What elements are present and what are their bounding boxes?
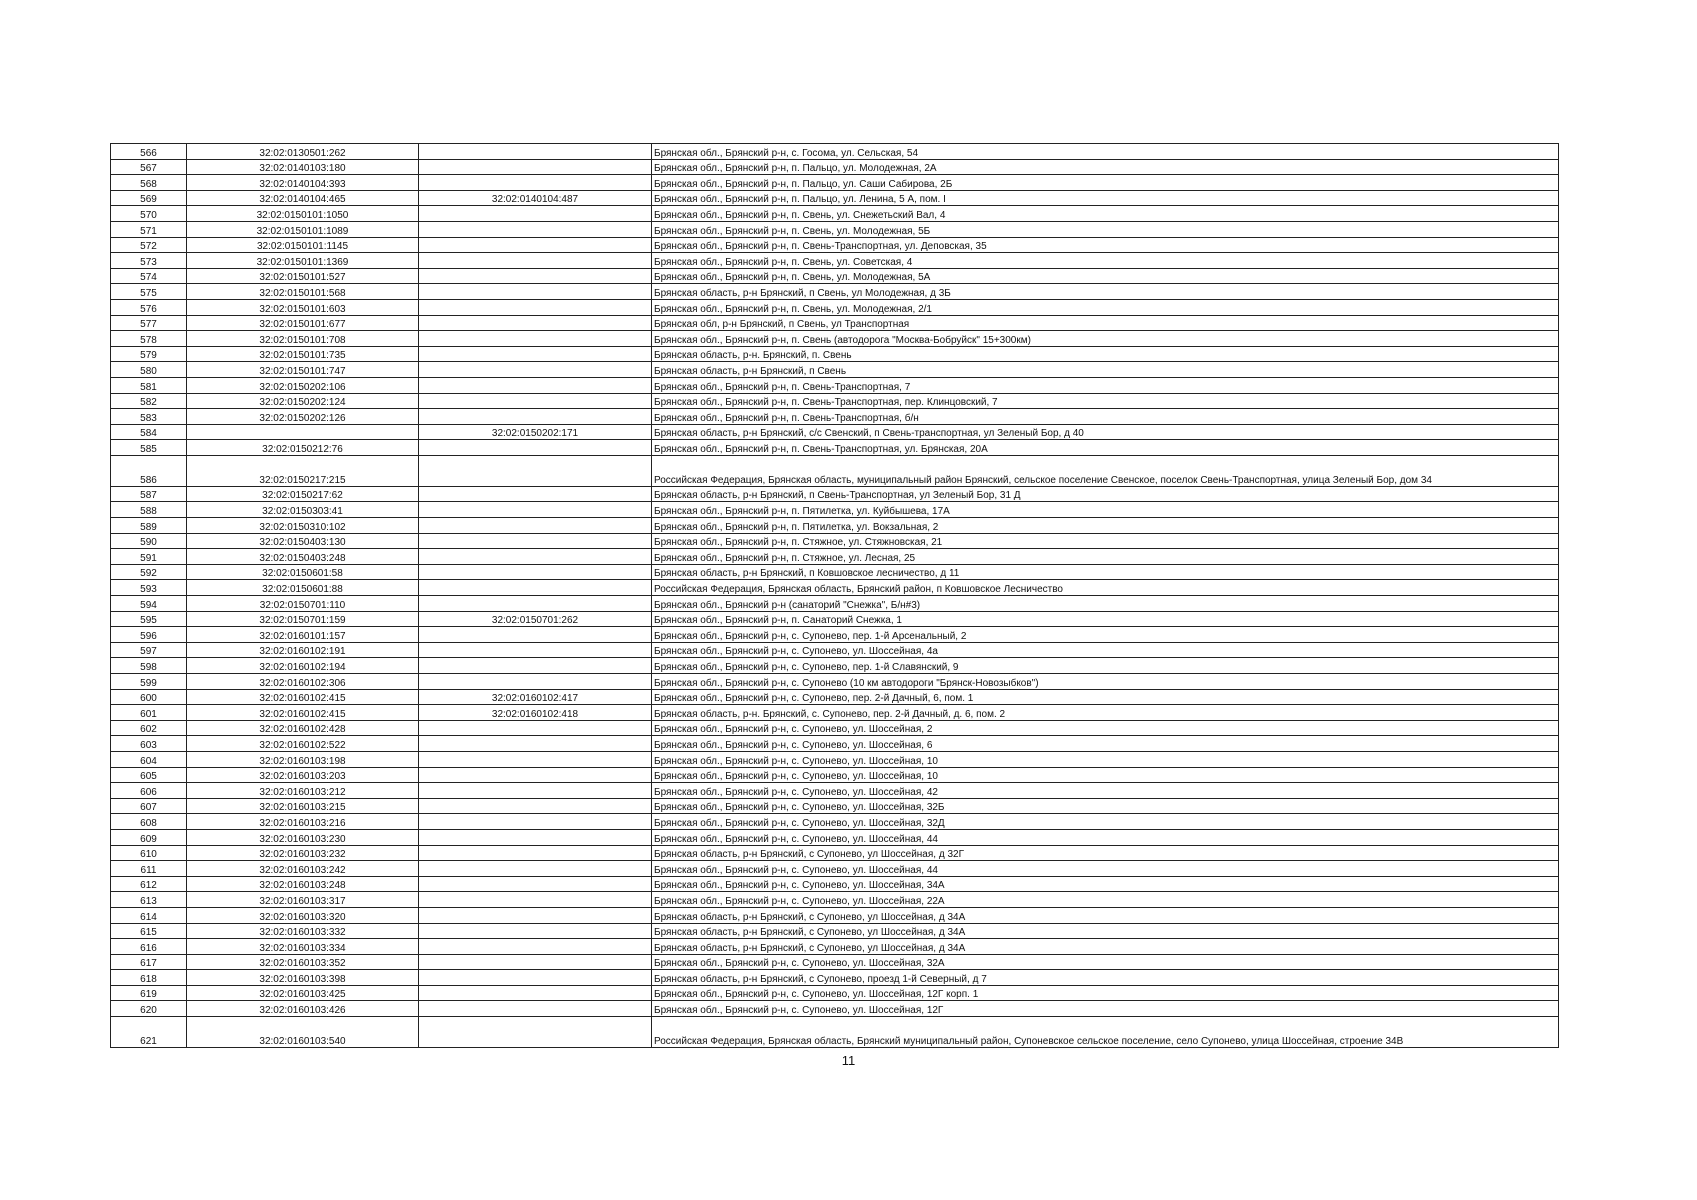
address-cell: Брянская обл., Брянский р-н, п. Свень, ул. Молодежная, 2/1: [652, 299, 1559, 315]
row-number-cell: 586: [111, 455, 187, 486]
address-cell: Брянская обл., Брянский р-н, п. Пальцо, ул. Молодежная, 2А: [652, 159, 1559, 175]
cadastral-number-cell: 32:02:0160102:306: [187, 674, 419, 690]
row-number-cell: 567: [111, 159, 187, 175]
related-cadastral-number-cell: [419, 253, 652, 269]
related-cadastral-number-cell: 32:02:0150701:262: [419, 611, 652, 627]
cadastral-number-cell: 32:02:0160103:242: [187, 861, 419, 877]
table-row: [111, 299, 1559, 315]
address-cell: Российская Федерация, Брянская область, муниципальный район Брянский, сельское поселение Свенское, поселок Свень-Транспортная, улица Зеленый Бор, дом 34: [652, 455, 1559, 486]
address-cell: Брянская обл., Брянский р-н, п. Свень (автодорога "Москва-Бобруйск" 15+300км): [652, 331, 1559, 347]
table-row: [111, 689, 1559, 705]
address-cell: Брянская обл., Брянский р-н, п. Санаторий Снежка, 1: [652, 611, 1559, 627]
cadastral-number-cell: 32:02:0150202:124: [187, 393, 419, 409]
address-cell: Брянская обл., Брянский р-н, с. Супонево, пер. 1-й Славянский, 9: [652, 658, 1559, 674]
table-row: [111, 1017, 1559, 1048]
related-cadastral-number-cell: [419, 409, 652, 425]
address-cell: Брянская обл., Брянский р-н, с. Госома, ул. Сельская, 54: [652, 144, 1559, 160]
row-number-cell: 605: [111, 767, 187, 783]
related-cadastral-number-cell: [419, 393, 652, 409]
table-row: [111, 642, 1559, 658]
property-registry-table: [110, 143, 1559, 1048]
related-cadastral-number-cell: [419, 455, 652, 486]
address-cell: Брянская обл., Брянский р-н, с. Супонево, ул. Шоссейная, 44: [652, 861, 1559, 877]
address-cell: Брянская область, р-н Брянский, п Свень: [652, 362, 1559, 378]
cadastral-number-cell: 32:02:0160103:198: [187, 751, 419, 767]
table-row: [111, 409, 1559, 425]
row-number-cell: 571: [111, 221, 187, 237]
related-cadastral-number-cell: [419, 798, 652, 814]
address-cell: Брянская обл., Брянский р-н, с. Супонево, ул. Шоссейная, 6: [652, 736, 1559, 752]
table-row: [111, 377, 1559, 393]
related-cadastral-number-cell: [419, 346, 652, 362]
row-number-cell: 599: [111, 674, 187, 690]
row-number-cell: 603: [111, 736, 187, 752]
related-cadastral-number-cell: [419, 315, 652, 331]
related-cadastral-number-cell: [419, 674, 652, 690]
address-cell: Брянская обл., Брянский р-н, с. Супонево, ул. Шоссейная, 10: [652, 751, 1559, 767]
address-cell: Брянская обл., Брянский р-н, п. Пальцо, ул. Саши Сабирова, 2Б: [652, 175, 1559, 191]
cadastral-number-cell: 32:02:0160103:540: [187, 1017, 419, 1048]
row-number-cell: 612: [111, 876, 187, 892]
table-row: [111, 751, 1559, 767]
cadastral-number-cell: 32:02:0160103:352: [187, 954, 419, 970]
cadastral-number-cell: 32:02:0150202:126: [187, 409, 419, 425]
address-cell: Брянская обл., Брянский р-н, п. Свень, ул. Молодежная, 5А: [652, 268, 1559, 284]
table-row: [111, 144, 1559, 160]
address-cell: Брянская обл., Брянский р-н, п. Стяжное, ул. Лесная, 25: [652, 549, 1559, 565]
cadastral-number-cell: 32:02:0150212:76: [187, 440, 419, 456]
table-row: [111, 502, 1559, 518]
cadastral-number-cell: 32:02:0160101:157: [187, 627, 419, 643]
row-number-cell: 573: [111, 253, 187, 269]
address-cell: Брянская обл., Брянский р-н, п. Стяжное, ул. Стяжновская, 21: [652, 533, 1559, 549]
address-cell: Брянская обл., Брянский р-н, с. Супонево, ул. Шоссейная, 44: [652, 829, 1559, 845]
address-cell: Брянская обл., Брянский р-н, с. Супонево, ул. Шоссейная, 22А: [652, 892, 1559, 908]
cadastral-number-cell: 32:02:0150701:110: [187, 596, 419, 612]
row-number-cell: 581: [111, 377, 187, 393]
table-row: [111, 346, 1559, 362]
address-cell: Брянская обл., Брянский р-н, с. Супонево, ул. Шоссейная, 32Д: [652, 814, 1559, 830]
table-row: [111, 861, 1559, 877]
cadastral-number-cell: 32:02:0160103:317: [187, 892, 419, 908]
table-row: [111, 767, 1559, 783]
table-row: [111, 549, 1559, 565]
related-cadastral-number-cell: [419, 939, 652, 955]
cadastral-number-cell: 32:02:0160103:426: [187, 1001, 419, 1017]
related-cadastral-number-cell: [419, 892, 652, 908]
address-cell: Брянская обл., Брянский р-н, п. Свень-Транспортная, пер. Клинцовский, 7: [652, 393, 1559, 409]
related-cadastral-number-cell: [419, 502, 652, 518]
related-cadastral-number-cell: [419, 1017, 652, 1048]
row-number-cell: 597: [111, 642, 187, 658]
related-cadastral-number-cell: 32:02:0160102:417: [419, 689, 652, 705]
address-cell: Брянская обл., Брянский р-н, п. Пятилетка, ул. Вокзальная, 2: [652, 518, 1559, 534]
table-row: [111, 736, 1559, 752]
cadastral-number-cell: 32:02:0150101:708: [187, 331, 419, 347]
table-row: [111, 814, 1559, 830]
address-cell: Брянская обл., Брянский р-н, п. Свень, ул. Молодежная, 5Б: [652, 221, 1559, 237]
row-number-cell: 610: [111, 845, 187, 861]
row-number-cell: 584: [111, 424, 187, 440]
cadastral-number-cell: 32:02:0150601:88: [187, 580, 419, 596]
cadastral-number-cell: 32:02:0160103:334: [187, 939, 419, 955]
row-number-cell: 587: [111, 486, 187, 502]
row-number-cell: 585: [111, 440, 187, 456]
table-row: [111, 175, 1559, 191]
related-cadastral-number-cell: [419, 175, 652, 191]
related-cadastral-number-cell: [419, 658, 652, 674]
address-cell: Российская Федерация, Брянская область, Брянский район, п Ковшовское Лесничество: [652, 580, 1559, 596]
table-row: [111, 829, 1559, 845]
cadastral-number-cell: 32:02:0150101:677: [187, 315, 419, 331]
address-cell: Брянская обл., Брянский р-н (санаторий "Снежка", Б/н#3): [652, 596, 1559, 612]
row-number-cell: 601: [111, 705, 187, 721]
row-number-cell: 618: [111, 970, 187, 986]
table-row: [111, 237, 1559, 253]
cadastral-number-cell: 32:02:0160103:216: [187, 814, 419, 830]
related-cadastral-number-cell: [419, 751, 652, 767]
row-number-cell: 576: [111, 299, 187, 315]
related-cadastral-number-cell: [419, 907, 652, 923]
related-cadastral-number-cell: [419, 144, 652, 160]
address-cell: Брянская область, р-н Брянский, п Ковшовское лесничество, д 11: [652, 564, 1559, 580]
cadastral-number-cell: 32:02:0150217:62: [187, 486, 419, 502]
table-row: [111, 985, 1559, 1001]
cadastral-number-cell: 32:02:0150101:735: [187, 346, 419, 362]
row-number-cell: 608: [111, 814, 187, 830]
address-cell: Брянская обл., Брянский р-н, с. Супонево, ул. Шоссейная, 42: [652, 783, 1559, 799]
address-cell: Брянская обл., Брянский р-н, с. Супонево, ул. Шоссейная, 34А: [652, 876, 1559, 892]
address-cell: Брянская обл., Брянский р-н, с. Супонево, ул. Шоссейная, 32А: [652, 954, 1559, 970]
related-cadastral-number-cell: [419, 1001, 652, 1017]
related-cadastral-number-cell: [419, 783, 652, 799]
table-row: [111, 970, 1559, 986]
row-number-cell: 579: [111, 346, 187, 362]
address-cell: Брянская обл., Брянский р-н, п. Свень-Транспортная, ул. Деповская, 35: [652, 237, 1559, 253]
cadastral-number-cell: 32:02:0150101:1369: [187, 253, 419, 269]
cadastral-number-cell: 32:02:0150101:527: [187, 268, 419, 284]
cadastral-number-cell: 32:02:0150101:1145: [187, 237, 419, 253]
related-cadastral-number-cell: [419, 268, 652, 284]
cadastral-number-cell: 32:02:0160103:230: [187, 829, 419, 845]
cadastral-number-cell: 32:02:0150202:106: [187, 377, 419, 393]
cadastral-number-cell: 32:02:0160103:320: [187, 907, 419, 923]
table-row: [111, 674, 1559, 690]
address-cell: Брянская обл., Брянский р-н, с. Супонево, ул. Шоссейная, 2: [652, 720, 1559, 736]
table-row: [111, 783, 1559, 799]
row-number-cell: 596: [111, 627, 187, 643]
table-row: [111, 705, 1559, 721]
cadastral-number-cell: 32:02:0160103:332: [187, 923, 419, 939]
related-cadastral-number-cell: [419, 221, 652, 237]
table-row: [111, 362, 1559, 378]
address-cell: Брянская область, р-н Брянский, п Свень-Транспортная, ул Зеленый Бор, 31 Д: [652, 486, 1559, 502]
row-number-cell: 621: [111, 1017, 187, 1048]
table-row: [111, 939, 1559, 955]
table-row: [111, 284, 1559, 300]
table-row: [111, 596, 1559, 612]
row-number-cell: 577: [111, 315, 187, 331]
address-cell: Брянская обл., Брянский р-н, п. Свень-Транспортная, ул. Брянская, 20А: [652, 440, 1559, 456]
related-cadastral-number-cell: [419, 985, 652, 1001]
related-cadastral-number-cell: [419, 923, 652, 939]
cadastral-number-cell: 32:02:0160103:212: [187, 783, 419, 799]
table-row: [111, 206, 1559, 222]
cadastral-number-cell: 32:02:0140104:393: [187, 175, 419, 191]
cadastral-number-cell: 32:02:0160102:522: [187, 736, 419, 752]
table-row: [111, 331, 1559, 347]
related-cadastral-number-cell: [419, 299, 652, 315]
related-cadastral-number-cell: [419, 642, 652, 658]
address-cell: Брянская обл., Брянский р-н, с. Супонево (10 км автодороги "Брянск-Новозыбков"): [652, 674, 1559, 690]
table-row: [111, 564, 1559, 580]
address-cell: Брянская область, р-н. Брянский, п. Свень: [652, 346, 1559, 362]
related-cadastral-number-cell: [419, 861, 652, 877]
table-row: [111, 720, 1559, 736]
table-row: [111, 159, 1559, 175]
related-cadastral-number-cell: [419, 206, 652, 222]
cadastral-number-cell: 32:02:0150101:1089: [187, 221, 419, 237]
cadastral-number-cell: 32:02:0160102:415: [187, 689, 419, 705]
row-number-cell: 590: [111, 533, 187, 549]
related-cadastral-number-cell: [419, 533, 652, 549]
row-number-cell: 578: [111, 331, 187, 347]
table-row: [111, 580, 1559, 596]
related-cadastral-number-cell: [419, 829, 652, 845]
address-cell: Брянская область, р-н Брянский, с Супонево, ул Шоссейная, д 34А: [652, 939, 1559, 955]
row-number-cell: 613: [111, 892, 187, 908]
cadastral-number-cell: 32:02:0150310:102: [187, 518, 419, 534]
table-row: [111, 268, 1559, 284]
related-cadastral-number-cell: [419, 331, 652, 347]
cadastral-number-cell: 32:02:0160102:415: [187, 705, 419, 721]
address-cell: Брянская область, р-н Брянский, п Свень, ул Молодежная, д 3Б: [652, 284, 1559, 300]
cadastral-number-cell: 32:02:0160102:194: [187, 658, 419, 674]
row-number-cell: 568: [111, 175, 187, 191]
table-row: [111, 315, 1559, 331]
address-cell: Российская Федерация, Брянская область, Брянский муниципальный район, Супоневское сельское поселение, село Супонево, улица Шоссейная, строение 34В: [652, 1017, 1559, 1048]
row-number-cell: 606: [111, 783, 187, 799]
table-row: [111, 611, 1559, 627]
related-cadastral-number-cell: [419, 720, 652, 736]
table-row: [111, 221, 1559, 237]
row-number-cell: 593: [111, 580, 187, 596]
row-number-cell: 594: [111, 596, 187, 612]
row-number-cell: 615: [111, 923, 187, 939]
cadastral-number-cell: 32:02:0150217:215: [187, 455, 419, 486]
related-cadastral-number-cell: [419, 767, 652, 783]
cadastral-number-cell: 32:02:0150403:130: [187, 533, 419, 549]
related-cadastral-number-cell: [419, 845, 652, 861]
row-number-cell: 611: [111, 861, 187, 877]
address-cell: Брянская обл., Брянский р-н, с. Супонево, ул. Шоссейная, 12Г корп. 1: [652, 985, 1559, 1001]
related-cadastral-number-cell: [419, 440, 652, 456]
cadastral-number-cell: 32:02:0150101:747: [187, 362, 419, 378]
address-cell: Брянская обл., Брянский р-н, п. Свень-Транспортная, б/н: [652, 409, 1559, 425]
cadastral-number-cell: 32:02:0150701:159: [187, 611, 419, 627]
row-number-cell: 582: [111, 393, 187, 409]
row-number-cell: 589: [111, 518, 187, 534]
related-cadastral-number-cell: [419, 876, 652, 892]
row-number-cell: 620: [111, 1001, 187, 1017]
related-cadastral-number-cell: [419, 814, 652, 830]
row-number-cell: 609: [111, 829, 187, 845]
row-number-cell: 592: [111, 564, 187, 580]
table-row: [111, 627, 1559, 643]
related-cadastral-number-cell: [419, 377, 652, 393]
table-row: [111, 1001, 1559, 1017]
related-cadastral-number-cell: [419, 486, 652, 502]
row-number-cell: 575: [111, 284, 187, 300]
cadastral-number-cell: 32:02:0160103:398: [187, 970, 419, 986]
cadastral-number-cell: [187, 424, 419, 440]
row-number-cell: 614: [111, 907, 187, 923]
table-row: [111, 253, 1559, 269]
row-number-cell: 591: [111, 549, 187, 565]
address-cell: Брянская обл., Брянский р-н, п. Свень, ул. Снежетьский Вал, 4: [652, 206, 1559, 222]
table-row: [111, 190, 1559, 206]
table-row: [111, 424, 1559, 440]
related-cadastral-number-cell: [419, 284, 652, 300]
cadastral-number-cell: 32:02:0150303:41: [187, 502, 419, 518]
row-number-cell: 602: [111, 720, 187, 736]
cadastral-number-cell: 32:02:0160102:428: [187, 720, 419, 736]
related-cadastral-number-cell: [419, 970, 652, 986]
table-row: [111, 798, 1559, 814]
address-cell: Брянская обл., Брянский р-н, с. Супонево, ул. Шоссейная, 4а: [652, 642, 1559, 658]
row-number-cell: 569: [111, 190, 187, 206]
address-cell: Брянская обл., Брянский р-н, п. Пятилетка, ул. Куйбышева, 17А: [652, 502, 1559, 518]
cadastral-number-cell: 32:02:0150101:1050: [187, 206, 419, 222]
table-row: [111, 393, 1559, 409]
address-cell: Брянская область, р-н Брянский, с Супонево, ул Шоссейная, д 34А: [652, 923, 1559, 939]
cadastral-number-cell: 32:02:0160103:203: [187, 767, 419, 783]
related-cadastral-number-cell: 32:02:0140104:487: [419, 190, 652, 206]
table-row: [111, 455, 1559, 486]
address-cell: Брянская обл., Брянский р-н, п. Свень-Транспортная, 7: [652, 377, 1559, 393]
address-cell: Брянская обл., Брянский р-н, с. Супонево, ул. Шоссейная, 10: [652, 767, 1559, 783]
address-cell: Брянская область, р-н Брянский, с Супонево, проезд 1-й Северный, д 7: [652, 970, 1559, 986]
table-row: [111, 845, 1559, 861]
row-number-cell: 583: [111, 409, 187, 425]
table-row: [111, 923, 1559, 939]
address-cell: Брянская обл., Брянский р-н, с. Супонево, ул. Шоссейная, 32Б: [652, 798, 1559, 814]
related-cadastral-number-cell: [419, 518, 652, 534]
related-cadastral-number-cell: 32:02:0150202:171: [419, 424, 652, 440]
row-number-cell: 604: [111, 751, 187, 767]
row-number-cell: 607: [111, 798, 187, 814]
cadastral-number-cell: 32:02:0160103:248: [187, 876, 419, 892]
table-row: [111, 440, 1559, 456]
address-cell: Брянская область, р-н. Брянский, с. Супонево, пер. 2-й Дачный, д. 6, пом. 2: [652, 705, 1559, 721]
table-row: [111, 658, 1559, 674]
table-row: [111, 892, 1559, 908]
table-row: [111, 876, 1559, 892]
cadastral-number-cell: 32:02:0150101:568: [187, 284, 419, 300]
row-number-cell: 572: [111, 237, 187, 253]
row-number-cell: 566: [111, 144, 187, 160]
cadastral-number-cell: 32:02:0150601:58: [187, 564, 419, 580]
address-cell: Брянская обл., Брянский р-н, п. Пальцо, ул. Ленина, 5 А, пом. I: [652, 190, 1559, 206]
cadastral-number-cell: 32:02:0150403:248: [187, 549, 419, 565]
cadastral-number-cell: 32:02:0160103:215: [187, 798, 419, 814]
cadastral-number-cell: 32:02:0160103:232: [187, 845, 419, 861]
row-number-cell: 574: [111, 268, 187, 284]
address-cell: Брянская обл., Брянский р-н, с. Супонево, ул. Шоссейная, 12Г: [652, 1001, 1559, 1017]
related-cadastral-number-cell: [419, 237, 652, 253]
row-number-cell: 588: [111, 502, 187, 518]
related-cadastral-number-cell: [419, 362, 652, 378]
table-row: [111, 907, 1559, 923]
related-cadastral-number-cell: [419, 159, 652, 175]
address-cell: Брянская обл., Брянский р-н, с. Супонево, пер. 2-й Дачный, 6, пом. 1: [652, 689, 1559, 705]
related-cadastral-number-cell: [419, 580, 652, 596]
row-number-cell: 570: [111, 206, 187, 222]
row-number-cell: 619: [111, 985, 187, 1001]
address-cell: Брянская обл., Брянский р-н, п. Свень, ул. Советская, 4: [652, 253, 1559, 269]
cadastral-number-cell: 32:02:0130501:262: [187, 144, 419, 160]
related-cadastral-number-cell: 32:02:0160102:418: [419, 705, 652, 721]
row-number-cell: 598: [111, 658, 187, 674]
address-cell: Брянская область, р-н Брянский, с/с Свенский, п Свень-транспортная, ул Зеленый Бор, д 40: [652, 424, 1559, 440]
table-row: [111, 533, 1559, 549]
registry-table-body: [111, 144, 1559, 1048]
related-cadastral-number-cell: [419, 549, 652, 565]
table-row: [111, 486, 1559, 502]
address-cell: Брянская обл., Брянский р-н, с. Супонево, пер. 1-й Арсенальный, 2: [652, 627, 1559, 643]
related-cadastral-number-cell: [419, 627, 652, 643]
table-row: [111, 518, 1559, 534]
page-number: 11: [841, 1053, 856, 1068]
row-number-cell: 595: [111, 611, 187, 627]
address-cell: Брянская обл, р-н Брянский, п Свень, ул Транспортная: [652, 315, 1559, 331]
cadastral-number-cell: 32:02:0150101:603: [187, 299, 419, 315]
row-number-cell: 600: [111, 689, 187, 705]
related-cadastral-number-cell: [419, 596, 652, 612]
related-cadastral-number-cell: [419, 954, 652, 970]
row-number-cell: 617: [111, 954, 187, 970]
related-cadastral-number-cell: [419, 736, 652, 752]
address-cell: Брянская область, р-н Брянский, с Супонево, ул Шоссейная, д 32Г: [652, 845, 1559, 861]
address-cell: Брянская область, р-н Брянский, с Супонево, ул Шоссейная, д 34А: [652, 907, 1559, 923]
row-number-cell: 580: [111, 362, 187, 378]
cadastral-number-cell: 32:02:0140104:465: [187, 190, 419, 206]
cadastral-number-cell: 32:02:0160103:425: [187, 985, 419, 1001]
table-row: [111, 954, 1559, 970]
cadastral-number-cell: 32:02:0140103:180: [187, 159, 419, 175]
related-cadastral-number-cell: [419, 564, 652, 580]
cadastral-number-cell: 32:02:0160102:191: [187, 642, 419, 658]
row-number-cell: 616: [111, 939, 187, 955]
